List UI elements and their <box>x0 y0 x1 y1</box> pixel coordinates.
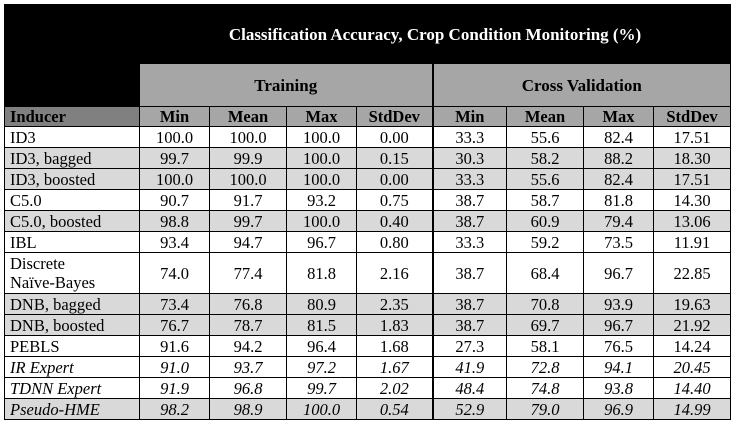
cell: 94.2 <box>210 336 287 357</box>
cell: 99.7 <box>210 211 287 232</box>
cell: 0.40 <box>357 211 433 232</box>
inducer-name: DNB, bagged <box>5 294 140 315</box>
cell: 97.2 <box>287 357 357 378</box>
inducer-name: IR Expert <box>5 357 140 378</box>
cell: 14.99 <box>654 399 731 420</box>
table-row <box>5 294 731 315</box>
column-header-training-stddev: StdDev <box>357 107 433 127</box>
cell: 91.9 <box>140 378 210 399</box>
cell: 100.0 <box>287 169 357 190</box>
cell: 74.8 <box>507 378 584 399</box>
inducer-name: C5.0, boosted <box>5 211 140 232</box>
cell: 2.02 <box>357 378 433 399</box>
cell: 21.92 <box>654 315 731 336</box>
cell: 93.7 <box>210 357 287 378</box>
inducer-name: TDNN Expert <box>5 378 140 399</box>
cell: 0.80 <box>357 232 433 253</box>
cell: 96.7 <box>584 315 654 336</box>
cell: 38.7 <box>433 190 507 211</box>
cell: 90.7 <box>140 190 210 211</box>
inducer-name: C5.0 <box>5 190 140 211</box>
cell: 82.4 <box>584 169 654 190</box>
inducer-name: Pseudo-HME <box>5 399 140 420</box>
cell: 99.7 <box>287 378 357 399</box>
cell: 100.0 <box>287 148 357 169</box>
cell: 0.15 <box>357 148 433 169</box>
cell: 96.8 <box>210 378 287 399</box>
cell: 0.75 <box>357 190 433 211</box>
column-header-training-min: Min <box>140 107 210 127</box>
column-header-cv-stddev: StdDev <box>654 107 731 127</box>
cell: 38.7 <box>433 294 507 315</box>
table-row <box>5 336 731 357</box>
cell: 91.7 <box>210 190 287 211</box>
cell: 79.4 <box>584 211 654 232</box>
inducer-name: ID3, boosted <box>5 169 140 190</box>
table-row <box>5 232 731 253</box>
column-header-training-mean: Mean <box>210 107 287 127</box>
cell: 38.7 <box>433 253 507 294</box>
cell: 11.91 <box>654 232 731 253</box>
cell: 14.24 <box>654 336 731 357</box>
cell: 81.8 <box>584 190 654 211</box>
table-row <box>5 399 731 420</box>
cell: 94.7 <box>210 232 287 253</box>
cell: 69.7 <box>507 315 584 336</box>
cell: 0.00 <box>357 169 433 190</box>
cell: 58.7 <box>507 190 584 211</box>
cell: 91.0 <box>140 357 210 378</box>
table-title: Classification Accuracy, Crop Condition Monitoring (%) <box>140 5 731 64</box>
cell: 100.0 <box>287 399 357 420</box>
column-header-training-max: Max <box>287 107 357 127</box>
cell: 96.7 <box>584 253 654 294</box>
cell: 1.68 <box>357 336 433 357</box>
title-corner <box>5 5 140 64</box>
cell: 93.4 <box>140 232 210 253</box>
table-row <box>5 148 731 169</box>
group-header-training: Training <box>140 64 433 107</box>
cell: 18.30 <box>654 148 731 169</box>
inducer-name: IBL <box>5 232 140 253</box>
cell: 98.8 <box>140 211 210 232</box>
cell: 33.3 <box>433 127 507 148</box>
cell: 68.4 <box>507 253 584 294</box>
cell: 100.0 <box>210 127 287 148</box>
cell: 19.63 <box>654 294 731 315</box>
group-corner <box>5 64 140 107</box>
cell: 0.54 <box>357 399 433 420</box>
cell: 82.4 <box>584 127 654 148</box>
cell: 55.6 <box>507 169 584 190</box>
cell: 27.3 <box>433 336 507 357</box>
accuracy-table-container <box>4 4 730 420</box>
cell: 22.85 <box>654 253 731 294</box>
table-row <box>5 357 731 378</box>
cell: 55.6 <box>507 127 584 148</box>
cell: 2.35 <box>357 294 433 315</box>
table-row <box>5 253 731 294</box>
cell: 91.6 <box>140 336 210 357</box>
cell: 93.2 <box>287 190 357 211</box>
inducer-name <box>5 253 140 294</box>
cell: 100.0 <box>210 169 287 190</box>
cell: 88.2 <box>584 148 654 169</box>
cell: 77.4 <box>210 253 287 294</box>
cell: 38.7 <box>433 211 507 232</box>
accuracy-table <box>4 4 731 420</box>
table-row <box>5 127 731 148</box>
cell: 33.3 <box>433 169 507 190</box>
table-row <box>5 211 731 232</box>
inducer-name: PEBLS <box>5 336 140 357</box>
cell: 17.51 <box>654 127 731 148</box>
cell: 94.1 <box>584 357 654 378</box>
cell: 60.9 <box>507 211 584 232</box>
cell: 98.9 <box>210 399 287 420</box>
inducer-name: ID3, bagged <box>5 148 140 169</box>
cell: 70.8 <box>507 294 584 315</box>
cell: 73.4 <box>140 294 210 315</box>
cell: 98.2 <box>140 399 210 420</box>
cell: 100.0 <box>287 211 357 232</box>
cell: 74.0 <box>140 253 210 294</box>
table-row <box>5 378 731 399</box>
cell: 100.0 <box>140 127 210 148</box>
cell: 96.7 <box>287 232 357 253</box>
cell: 76.7 <box>140 315 210 336</box>
cell: 48.4 <box>433 378 507 399</box>
cell: 30.3 <box>433 148 507 169</box>
cell: 81.5 <box>287 315 357 336</box>
table-row <box>5 315 731 336</box>
cell: 41.9 <box>433 357 507 378</box>
cell: 1.67 <box>357 357 433 378</box>
cell: 96.4 <box>287 336 357 357</box>
cell: 14.40 <box>654 378 731 399</box>
group-header-cross-validation: Cross Validation <box>433 64 731 107</box>
cell: 17.51 <box>654 169 731 190</box>
cell: 72.8 <box>507 357 584 378</box>
cell: 38.7 <box>433 315 507 336</box>
cell: 1.83 <box>357 315 433 336</box>
cell: 20.45 <box>654 357 731 378</box>
column-header-cv-min: Min <box>433 107 507 127</box>
inducer-name-line-2: Naïve-Bayes <box>10 273 96 292</box>
cell: 78.7 <box>210 315 287 336</box>
cell: 0.00 <box>357 127 433 148</box>
cell: 14.30 <box>654 190 731 211</box>
cell: 33.3 <box>433 232 507 253</box>
cell: 81.8 <box>287 253 357 294</box>
inducer-name-line-1: Discrete <box>10 254 65 273</box>
cell: 99.7 <box>140 148 210 169</box>
column-header-cv-mean: Mean <box>507 107 584 127</box>
cell: 13.06 <box>654 211 731 232</box>
inducer-name: ID3 <box>5 127 140 148</box>
cell: 76.8 <box>210 294 287 315</box>
cell: 93.8 <box>584 378 654 399</box>
cell: 59.2 <box>507 232 584 253</box>
cell: 52.9 <box>433 399 507 420</box>
cell: 2.16 <box>357 253 433 294</box>
cell: 79.0 <box>507 399 584 420</box>
column-header-cv-max: Max <box>584 107 654 127</box>
cell: 99.9 <box>210 148 287 169</box>
cell: 80.9 <box>287 294 357 315</box>
cell: 93.9 <box>584 294 654 315</box>
cell: 96.9 <box>584 399 654 420</box>
cell: 73.5 <box>584 232 654 253</box>
table-row <box>5 190 731 211</box>
cell: 58.2 <box>507 148 584 169</box>
column-header-inducer: Inducer <box>5 107 140 127</box>
table-row <box>5 169 731 190</box>
inducer-name: DNB, boosted <box>5 315 140 336</box>
cell: 100.0 <box>140 169 210 190</box>
cell: 100.0 <box>287 127 357 148</box>
cell: 58.1 <box>507 336 584 357</box>
cell: 76.5 <box>584 336 654 357</box>
